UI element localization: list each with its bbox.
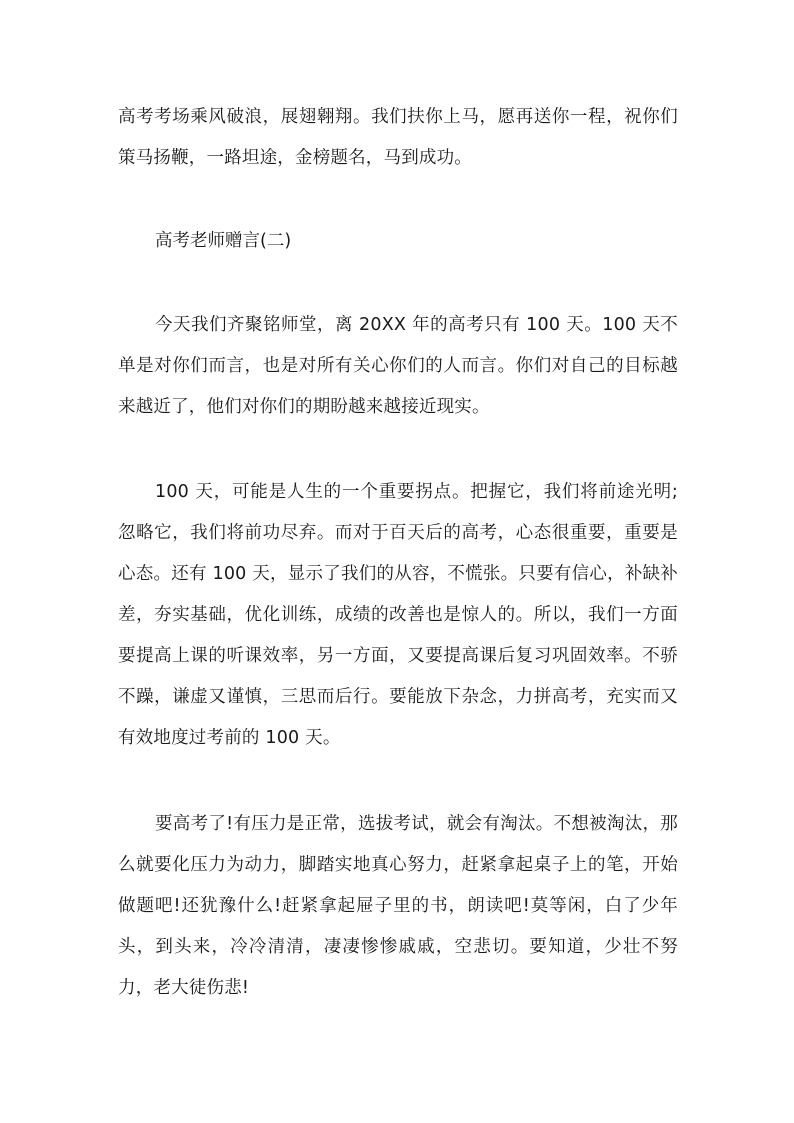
section-heading: 高考老师赠言(二) — [155, 231, 292, 251]
paragraph-turning-point: 100 天，可能是人生的一个重要拐点。把握它，我们将前途光明;忽略它，我们将前功尽弃。而对于百天后的高考，心态很重要，重要是心态。还有 100 天，显示了我们的从容，不慌张。只要有信心，补缺补差，夯实基础，优化训练，成绩的改善也是惊人的。所以，我们一方面要提高上课的听课效率，另一方面，又要提高课后复习巩固效率。不骄不躁，谦虚又谨慎，三思而后行。要能放下杂念，力拼高考，充实而又有效地度过考前的 100 天。 — [118, 482, 678, 748]
paragraph-blessing: 高考考场乘风破浪，展翅翱翔。我们扶你上马，愿再送你一程，祝你们策马扬鞭，一路坦途，金榜题名，马到成功。 — [118, 107, 678, 168]
paragraph-pressure: 要高考了!有压力是正常，选拔考试，就会有淘汰。不想被淘汰，那么就要化压力为动力，脚踏实地真心努力，赶紧拿起桌子上的笔，开始做题吧!还犹豫什么!赶紧拿起屉子里的书，朗读吧!莫等闲，白了少年头，到头来，冷冷清清，凄凄惨惨戚戚，空悲切。要知道，少壮不努力，老大徒伤悲! — [118, 814, 678, 998]
paragraph-hundred-days: 今天我们齐聚铭师堂，离 20XX 年的高考只有 100 天。100 天不单是对你们而言，也是对所有关心你们的人而言。你们对自己的目标越来越近了，他们对你们的期盼越来越接近现实。 — [118, 315, 678, 417]
